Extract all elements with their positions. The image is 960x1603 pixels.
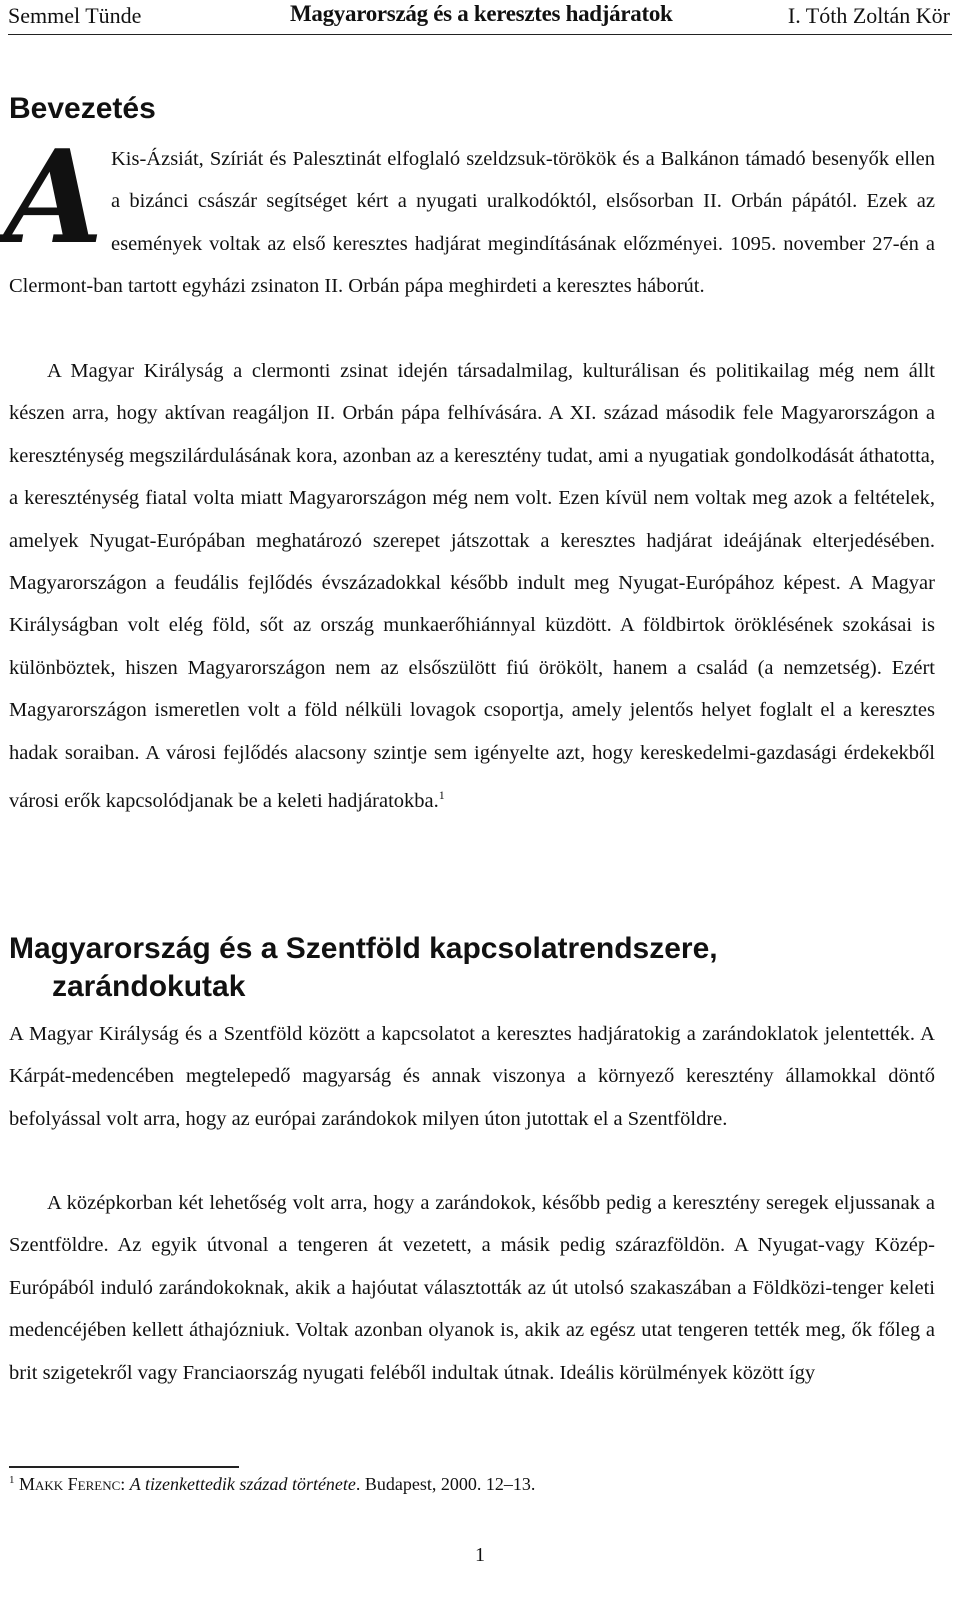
paragraph-routes-text: A középkorban két lehetőség volt arra, hogy a zarándokok, később pedig a keresztény seregek eljussanak a Szentföldre. Az egyik útvonal a tengeren át vezetett, a másik pedig szárazföldön. A Nyugat-vagy Közép-Európából induló zarándokoknak, akik a hajóutat választották az út utolsó szakaszában a Földközi-tenger keleti medencéjében kellett áthajózniuk. Voltak azonban olyanok is, akik az egész utat tengeren tették meg, ők főleg a brit szigetekről vagy Franciaország nyugati feléből indultak útnak. Ideális körülmények között így bbox=[9, 1192, 935, 1384]
footnote bbox=[9, 1474, 535, 1495]
footnote-publication: . Budapest, 2000. 12–13. bbox=[355, 1474, 536, 1494]
paragraph-pilgrimages-text: A Magyar Királyság és a Szentföld között a kapcsolatot a keresztes hadjáratokig a zarándoklatok jelentették. A Kárpát-medencében megtelepedő magyarság és annak viszonya a környező keresztény államokkal döntő befolyással volt arra, hogy az európai zarándokok milyen úton jutottak el a Szentföldre. bbox=[9, 1023, 935, 1130]
footnote-title: A tizenkettedik század története bbox=[129, 1474, 356, 1494]
paragraph-pilgrimages bbox=[9, 1013, 935, 1140]
paragraph-hungary-readiness-text: A Magyar Királyság a clermonti zsinat idején társadalmilag, kulturálisan és politikailag még nem állt készen arra, hogy aktívan reagáljon II. Orbán pápa felhívására. A XI. század második fele Magyarországon a kereszténység megszilárdulásának kora, azonban az a keresztény tudat, ami a nyugatiak gondolkodását áthatotta, a kereszténység fiatal volta miatt Magyarországon még nem volt. Ezen kívül nem voltak meg azok a feltételek, amelyek Nyugat-Európában meghatározó szerepet játszottak a keresztes hadjárat ideájának elterjedésében. Magyarországon a feudális fejlődés évszázadokkal később indult meg Nyugat-Európához képest. A Magyar Királyságban volt elég föld, sőt az ország munkaerőhiánnyal küzdött. A földbirtok öröklésének szokásai is különböztek, hiszen Magyarországon nem az elsőszülött fiú örökölt, hanem a család (a nemzetség). Ezért Magyarországon ismeretlen volt a föld nélküli lovagok csoportja, amely jelentős helyet foglalt el a keresztes hadak soraiban. A városi fejlődés alacsony szintje sem igényelte azt, hogy kereskedelmi-gazdasági érdekekből városi erők kapcsolódjanak be a keleti hadjáratokba. bbox=[9, 360, 935, 812]
header-organization: I. Tóth Zoltán Kör bbox=[787, 3, 950, 28]
header-author: Semmel Tünde bbox=[8, 3, 142, 28]
drop-cap-letter: A bbox=[4, 123, 104, 273]
section-title-intro: Bevezetés bbox=[9, 92, 156, 125]
drop-cap-space bbox=[9, 138, 111, 258]
paragraph-routes bbox=[9, 1182, 935, 1394]
paragraph-intro bbox=[9, 138, 935, 308]
paragraph-hungary-readiness bbox=[9, 350, 935, 822]
section-title-line-2: zarándokutak bbox=[52, 970, 246, 1003]
footnote-number: 1 bbox=[9, 1474, 15, 1486]
paragraph-intro-text: Kis-Ázsiát, Szíriát és Palesztinát elfoglaló szeldzsuk-törökök és a Balkánon támadó besenyők ellen a bizánci császár segítséget kért a nyugati uralkodóktól, elsősorban II. Orbán pápától. Ezek az események voltak az első keresztes hadjárat megindításának előzményei. 1095. november 27-én a Clermont-ban tartott egyházi zsinaton II. Orbán pápa meghirdeti a keresztes háborút. bbox=[9, 148, 935, 298]
header-title: Magyarország és a keresztes hadjáratok bbox=[290, 1, 673, 26]
footnote-reference[interactable]: 1 bbox=[438, 788, 445, 803]
section-title-line-1: Magyarország és a Szentföld kapcsolatrendszere, bbox=[9, 932, 718, 965]
footnote-author: Makk Ferenc: bbox=[19, 1474, 126, 1494]
page-number: 1 bbox=[475, 1544, 485, 1566]
running-header bbox=[8, 0, 952, 35]
section-title-holy-land bbox=[9, 930, 909, 1006]
footnote-divider bbox=[9, 1466, 239, 1468]
